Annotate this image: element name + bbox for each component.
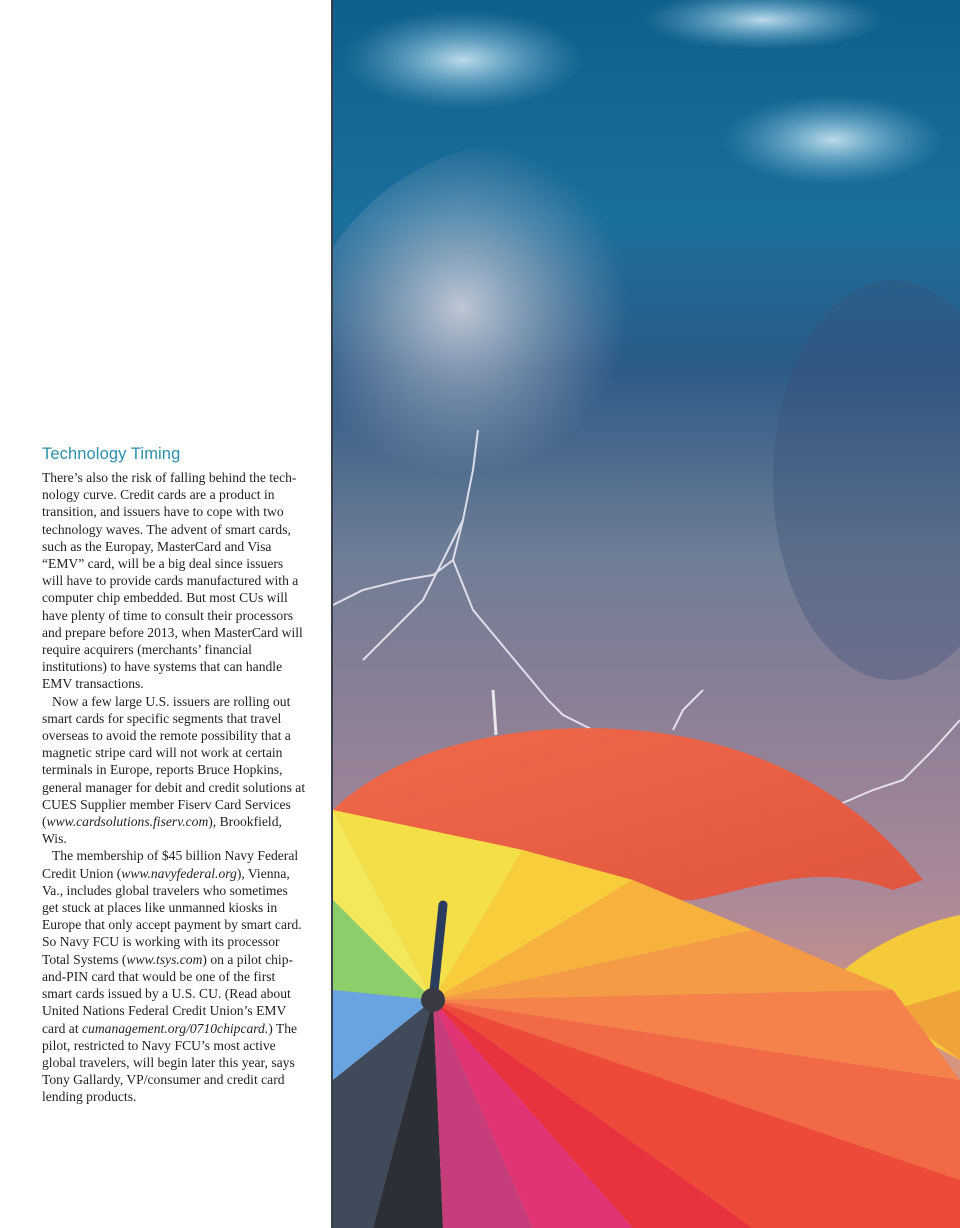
paragraph-3-text-a: The membership of $45 billion Navy Federal Credit Union ( (42, 848, 299, 881)
paragraph-2 (42, 693, 306, 848)
paragraph-3-text-b: ), Vienna, Va., includes global travelers who sometimes get stuck at places like unmanned kiosks in Europe that only accept payment by smart card. So Navy FCU is working with its processor Total Systems ( (42, 865, 302, 967)
link-navyfederal[interactable]: www.navyfederal.org (121, 865, 237, 881)
storm-umbrellas-photo (333, 0, 960, 1228)
paragraph-3-text-d: ) The pilot, restricted to Navy FCU’s most active global travelers, will begin later this year, says Tony Gallardy, VP/consumer and credit card lending products. (42, 1020, 298, 1105)
paragraph-1: There’s also the risk of falling behind the technology curve. Credit cards are a product in transition, and issuers have to cope with two technology waves. The advent of smart cards, such as the Europay, MasterCard and Visa “EMV” card, will be a big deal since issuers will have to provide cards manufactured with a computer chip embedded. But most CUs will have plenty of time to consult their processors and prepare before 2013, when MasterCard will require acquirers (merchants’ financial institutions) to have systems that can handle EMV transactions. (42, 470, 303, 692)
paragraph-3 (42, 847, 306, 1105)
link-cumanagement[interactable]: cumanagement.org/0710chipcard. (82, 1020, 269, 1036)
section-heading: Technology Timing (42, 445, 181, 463)
paragraph-2-text-a: Now a few large U.S. issuers are rolling out smart cards for specific segments that travel overseas to avoid the remote possibility that a magnetic stripe card will not work at certain terminals in Europe, reports Bruce Hopkins, general manager for debit and credit solutions at CUES Supplier member Fiserv Card Services ( (42, 693, 306, 830)
text-column (0, 0, 332, 1228)
link-cardsolutions[interactable]: www.cardsolutions.fiserv.com (46, 814, 209, 830)
article (42, 443, 306, 1106)
link-tsys[interactable]: www.tsys.com (126, 951, 203, 967)
paragraph-3-text-c: ) on a pilot chip-and-PIN card that would be one of the first smart cards issued by a U.S. CU. (Read about United Nations Federal Credit Union’s EMV card at (42, 951, 294, 1036)
paragraph-2-text-b: ), Brookfield, Wis. (42, 814, 282, 847)
